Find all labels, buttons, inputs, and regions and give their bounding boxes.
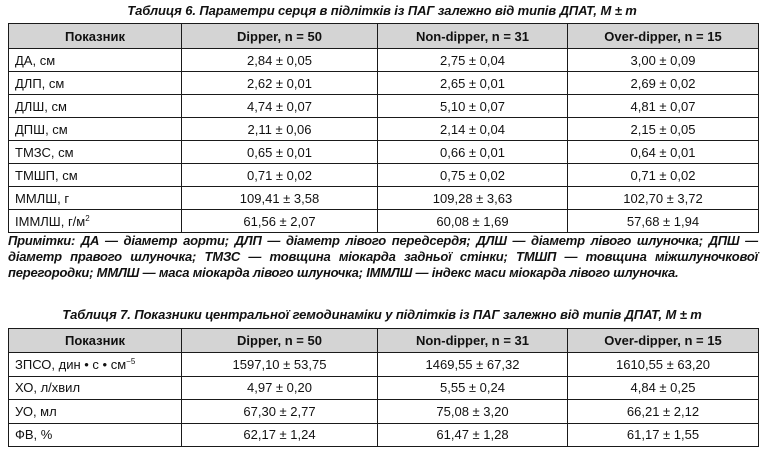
table-6-caption: Таблиця 6. Параметри серця в підлітків із ПАГ залежно від типів ДПАТ, M ± m bbox=[127, 3, 637, 18]
table-cell: 62,17 ± 1,24 bbox=[182, 423, 378, 447]
table-cell: 57,68 ± 1,94 bbox=[568, 210, 759, 233]
column-header: Non-dipper, n = 31 bbox=[378, 24, 568, 49]
unit-superscript: 2 bbox=[85, 213, 90, 223]
row-label: ДЛП, см bbox=[9, 72, 182, 95]
table-header-row bbox=[9, 24, 759, 49]
table-row bbox=[9, 141, 759, 164]
table-row bbox=[9, 400, 759, 424]
table-6-note: Примітки: ДА — діаметр аорти; ДЛП — діаметр лівого передсердя; ДЛШ — діаметр лівого шлуночка; ДПШ — діаметр правого шлуночка; ТМЗС — товщина міокарда задньої стінки; ТМШП — товщина міжшлуночкової перегородки; ММЛШ — маса міокарда лівого шлуночка; ІММЛШ — індекс маси міокарда лівого шлуночка. bbox=[8, 233, 758, 280]
table-cell: 1610,55 ± 63,20 bbox=[568, 353, 759, 377]
table-cell: 109,41 ± 3,58 bbox=[182, 187, 378, 210]
column-header: Показник bbox=[9, 329, 182, 353]
column-header: Non-dipper, n = 31 bbox=[378, 329, 568, 353]
table-row bbox=[9, 49, 759, 72]
table-cell: 5,55 ± 0,24 bbox=[378, 376, 568, 400]
row-label: ТМШП, см bbox=[9, 164, 182, 187]
row-label: ДПШ, см bbox=[9, 118, 182, 141]
table-cell: 1597,10 ± 53,75 bbox=[182, 353, 378, 377]
table-row bbox=[9, 72, 759, 95]
column-header: Over-dipper, n = 15 bbox=[568, 329, 759, 353]
row-label: ТМЗС, см bbox=[9, 141, 182, 164]
row-label: ХО, л/хвил bbox=[9, 376, 182, 400]
table-cell: 0,71 ± 0,02 bbox=[182, 164, 378, 187]
table-header-row bbox=[9, 329, 759, 353]
row-label: ФВ, % bbox=[9, 423, 182, 447]
table-row bbox=[9, 353, 759, 377]
table-cell: 2,62 ± 0,01 bbox=[182, 72, 378, 95]
table-cell: 109,28 ± 3,63 bbox=[378, 187, 568, 210]
row-label: ДЛШ, см bbox=[9, 95, 182, 118]
table-cell: 0,65 ± 0,01 bbox=[182, 141, 378, 164]
table-row bbox=[9, 376, 759, 400]
table-cell: 2,14 ± 0,04 bbox=[378, 118, 568, 141]
table-cell: 2,84 ± 0,05 bbox=[182, 49, 378, 72]
table-cell: 67,30 ± 2,77 bbox=[182, 400, 378, 424]
row-label-text: ЗПСО, дин • с • см bbox=[15, 356, 127, 372]
table-cell: 0,66 ± 0,01 bbox=[378, 141, 568, 164]
row-label-text: ІММЛШ, г/м bbox=[15, 213, 86, 229]
table-cell: 4,74 ± 0,07 bbox=[182, 95, 378, 118]
row-label: УО, мл bbox=[9, 400, 182, 424]
table-cell: 61,17 ± 1,55 bbox=[568, 423, 759, 447]
table-cell: 2,75 ± 0,04 bbox=[378, 49, 568, 72]
column-header: Over-dipper, n = 15 bbox=[568, 24, 759, 49]
table-row bbox=[9, 164, 759, 187]
table-7-caption: Таблиця 7. Показники центральної гемодинаміки у підлітків із ПАГ залежно від типів ДПАТ, M ± m bbox=[62, 307, 702, 322]
table-row bbox=[9, 423, 759, 447]
table-7 bbox=[8, 328, 759, 447]
table-cell: 4,84 ± 0,25 bbox=[568, 376, 759, 400]
table-cell: 61,56 ± 2,07 bbox=[182, 210, 378, 233]
table-cell: 2,15 ± 0,05 bbox=[568, 118, 759, 141]
row-label bbox=[9, 210, 182, 233]
table-row bbox=[9, 95, 759, 118]
table-cell: 0,75 ± 0,02 bbox=[378, 164, 568, 187]
table-cell: 2,69 ± 0,02 bbox=[568, 72, 759, 95]
column-header: Dipper, n = 50 bbox=[182, 329, 378, 353]
table-cell: 102,70 ± 3,72 bbox=[568, 187, 759, 210]
table-row bbox=[9, 187, 759, 210]
table-cell: 66,21 ± 2,12 bbox=[568, 400, 759, 424]
table-6 bbox=[8, 23, 759, 233]
unit-superscript: −5 bbox=[126, 356, 136, 366]
table-cell: 4,81 ± 0,07 bbox=[568, 95, 759, 118]
table-cell: 3,00 ± 0,09 bbox=[568, 49, 759, 72]
table-row bbox=[9, 118, 759, 141]
table-cell: 0,64 ± 0,01 bbox=[568, 141, 759, 164]
table-cell: 60,08 ± 1,69 bbox=[378, 210, 568, 233]
table-cell: 0,71 ± 0,02 bbox=[568, 164, 759, 187]
table-cell: 1469,55 ± 67,32 bbox=[378, 353, 568, 377]
row-label: ДА, см bbox=[9, 49, 182, 72]
row-label bbox=[9, 353, 182, 377]
table-cell: 4,97 ± 0,20 bbox=[182, 376, 378, 400]
table-cell: 2,65 ± 0,01 bbox=[378, 72, 568, 95]
row-label: ММЛШ, г bbox=[9, 187, 182, 210]
table-cell: 61,47 ± 1,28 bbox=[378, 423, 568, 447]
table-cell: 75,08 ± 3,20 bbox=[378, 400, 568, 424]
column-header: Показник bbox=[9, 24, 182, 49]
column-header: Dipper, n = 50 bbox=[182, 24, 378, 49]
table-cell: 2,11 ± 0,06 bbox=[182, 118, 378, 141]
table-cell: 5,10 ± 0,07 bbox=[378, 95, 568, 118]
table-row bbox=[9, 210, 759, 233]
